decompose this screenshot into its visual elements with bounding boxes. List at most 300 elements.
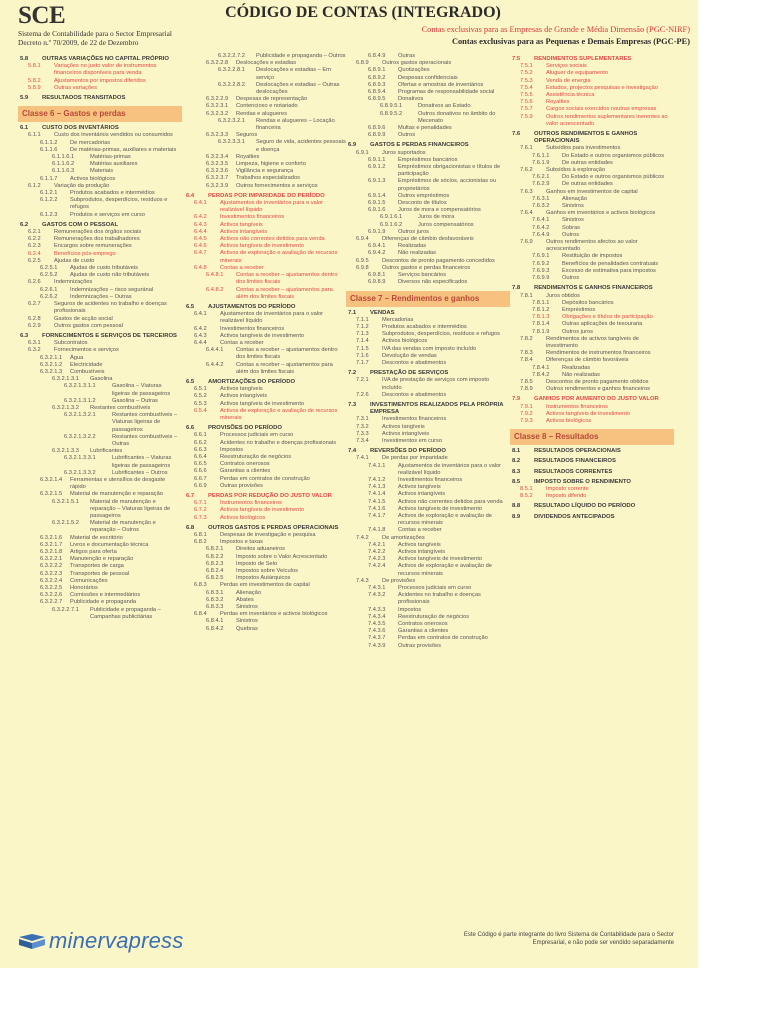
- system-line-2: Decreto n.º 70/2009, de 22 de Dezembro: [18, 38, 139, 47]
- account-entry: [186, 468, 348, 475]
- account-code: 6.3.2.1.3.3.2: [64, 469, 96, 476]
- account-entry: [186, 272, 348, 286]
- account-code: 6.3.2.2.8.2: [218, 81, 245, 88]
- account-code: 6.3.2.2.5: [40, 585, 63, 592]
- account-name: Outros: [398, 132, 416, 139]
- account-entry: [186, 347, 348, 361]
- account-entry: [512, 114, 674, 128]
- account-entry: [186, 265, 348, 272]
- account-code: 7.6.3.1: [532, 195, 550, 202]
- account-entry: [348, 463, 510, 477]
- account-entry: [512, 181, 674, 188]
- account-entry: [20, 520, 182, 534]
- account-entry: [186, 229, 348, 236]
- account-group: [186, 379, 348, 386]
- account-name: Livros e documentação técnica: [70, 541, 149, 548]
- account-name: Investimentos financeiros: [398, 476, 463, 483]
- account-name: De matérias-primas, auxiliares e materiais: [70, 146, 177, 153]
- account-code: 6.9.1.6: [368, 207, 386, 214]
- account-name: AMORTIZAÇÕES DO PERÍODO: [208, 378, 296, 385]
- account-code: 6.8.2.5: [206, 575, 224, 582]
- account-code: 6.6: [186, 425, 195, 432]
- account-code: 6.7.3: [194, 514, 207, 521]
- account-code: 6.6.3: [194, 446, 207, 453]
- account-name: Programas de responsabilidade social: [398, 89, 495, 96]
- account-entry: [348, 556, 510, 563]
- account-code: 6.3.2.3.2.1: [218, 117, 245, 124]
- account-code: 7.4.1.1: [368, 462, 386, 469]
- account-entry: [20, 140, 182, 147]
- account-name: Quebras: [236, 625, 258, 632]
- account-entry: [348, 549, 510, 556]
- column-2: [186, 53, 348, 633]
- account-code: 6.4.3: [194, 221, 207, 228]
- account-entry: [348, 416, 510, 423]
- account-code: 7.3.3: [356, 430, 369, 437]
- account-name: Activos de exploração e avaliação de recursos minerais: [220, 407, 338, 421]
- account-code: 6.8.9.5: [368, 96, 386, 103]
- footer-note: [404, 932, 674, 947]
- account-entry: [348, 513, 510, 527]
- account-name: Restantes combustíveis – Viaturas ligeiras de passageiros: [112, 412, 178, 433]
- account-entry: [512, 153, 674, 160]
- account-code: 6.8.4: [194, 611, 207, 618]
- account-name: Seguros de acidentes no trabalho e doenças profissionais: [54, 301, 167, 315]
- account-code: 6.1: [20, 125, 29, 132]
- account-entry: [348, 222, 510, 229]
- account-name: Benefícios de penalidades contratuais: [562, 260, 659, 267]
- account-code: 6.3.2.3.9: [206, 182, 229, 189]
- account-name: De amortizações: [382, 534, 425, 541]
- account-code: 6.3.2.2.1: [40, 556, 63, 563]
- account-name: Outros: [562, 231, 580, 238]
- account-name: Lubrificantes: [90, 448, 123, 455]
- account-name: Activos biológicos: [220, 514, 266, 521]
- account-code: 6.4.8: [194, 264, 207, 271]
- account-name: Manutenção e reparação: [70, 556, 134, 563]
- account-entry: [348, 424, 510, 431]
- account-entry: [186, 118, 348, 132]
- account-code: 6.3.2.1.5.2: [52, 520, 79, 527]
- account-entry: [348, 67, 510, 74]
- account-name: Outros gastos com pessoal: [54, 322, 123, 329]
- account-name: Ajudas de custo tributáveis: [70, 265, 138, 272]
- account-name: Obrigações e títulos de participação: [562, 314, 653, 321]
- account-entry: [20, 132, 182, 139]
- account-name: Ajustamentos de inventários para o valor realizável líquido: [220, 200, 324, 214]
- account-name: Activos tangíveis: [382, 423, 425, 430]
- account-code: 7.4.3.9: [368, 642, 386, 649]
- account-code: 6.2.6.1: [40, 286, 58, 293]
- account-name: Instrumentos financeiros: [546, 403, 608, 410]
- account-code: 6.8.9.3: [368, 81, 386, 88]
- account-name: Restantes combustíveis – Outras: [112, 433, 178, 447]
- account-name: Do Estado e outros organismos públicos: [562, 174, 665, 181]
- account-entry: [20, 362, 182, 369]
- account-entry: [348, 164, 510, 178]
- account-entry: [20, 229, 182, 236]
- account-entry: [186, 168, 348, 175]
- column-4: [512, 53, 674, 521]
- account-code: 7.6.4.1: [532, 217, 550, 224]
- account-name: Transportes de carga: [70, 563, 124, 570]
- account-group: [512, 448, 674, 455]
- account-code: 6.4.2: [194, 214, 207, 221]
- account-code: 6.8.9.5.1: [380, 103, 403, 110]
- account-name: Contas a receber: [220, 264, 264, 271]
- account-entry: [512, 486, 674, 493]
- account-code: 7.5: [512, 56, 521, 62]
- account-entry: [348, 592, 510, 606]
- account-entry: [348, 614, 510, 621]
- account-code: 6.6.1: [194, 432, 207, 439]
- account-entry: [20, 287, 182, 294]
- account-code: 6.3.2.1.7: [40, 541, 63, 548]
- account-entry: [348, 392, 510, 399]
- account-name: IVA de prestação de serviços com imposto incluído: [382, 377, 490, 391]
- account-code: 7.4.1.4: [368, 491, 386, 498]
- system-line-1: Sistema de Contabilidade para o Sector Empresarial: [18, 29, 172, 38]
- account-entry: [512, 189, 674, 196]
- account-entry: [512, 210, 674, 217]
- account-entry: [20, 197, 182, 211]
- account-code: 6.3.2.1.3.1: [52, 376, 79, 383]
- account-name: Materiais: [90, 168, 114, 175]
- account-name: Activos tangíveis: [398, 484, 441, 491]
- account-code: 6.3.2.1.8: [40, 549, 63, 555]
- account-name: Contas a receber: [220, 339, 264, 346]
- account-name: Garantias a clientes: [220, 468, 271, 475]
- account-code: 7.2.6: [356, 391, 369, 398]
- account-entry: [348, 250, 510, 257]
- account-name: Activos intangíveis: [382, 430, 430, 437]
- account-name: Perdas em contratos de construção: [398, 635, 488, 642]
- account-name: Fornecimentos e serviços: [54, 347, 119, 354]
- account-code: 6.4.8.2: [206, 286, 224, 293]
- account-code: 7.8.4: [520, 357, 533, 364]
- account-name: Contas a receber – ajustamentos para além dos limites fiscais: [236, 361, 333, 375]
- account-entry: [512, 300, 674, 307]
- account-entry: [348, 236, 510, 243]
- account-entry: [186, 67, 348, 81]
- account-code: 6.4.4.1: [206, 347, 224, 354]
- account-entry: [20, 455, 182, 469]
- account-code: 6.9.8.1: [368, 272, 386, 279]
- account-name: Indemnizações – risco seguránal: [70, 286, 154, 293]
- account-entry: [512, 404, 674, 411]
- account-code: 6.3.2.1.3.2.2: [64, 433, 96, 440]
- class-header: Classe 7 – Rendimentos e ganhos: [346, 291, 510, 307]
- account-name: Assistência técnica: [546, 92, 595, 99]
- account-code: 6.3.2.1.5.1: [52, 498, 79, 505]
- account-name: De provisões: [382, 577, 416, 584]
- account-code: 6.3.2.3.4: [206, 153, 229, 160]
- account-code: 6.5.3: [194, 400, 207, 407]
- account-name: Activos tangíveis: [220, 386, 263, 393]
- account-entry: [20, 448, 182, 455]
- account-code: 7.4: [348, 448, 357, 455]
- account-code: 7.8: [512, 285, 521, 292]
- account-name: Depósitos bancários: [562, 299, 614, 306]
- account-entry: [348, 360, 510, 367]
- account-entry: [186, 582, 348, 589]
- account-name: Devolução de vendas: [382, 352, 437, 359]
- account-code: 7.1.5: [356, 345, 369, 352]
- account-code: 6.5: [186, 378, 195, 385]
- account-name: Descontos de pronto pagamento concedidos: [382, 257, 495, 264]
- account-name: Matérias auxiliares: [90, 161, 138, 168]
- account-entry: [512, 106, 674, 113]
- account-code: 5.8: [20, 56, 29, 62]
- account-entry: [348, 585, 510, 592]
- account-code: 7.6.2: [520, 167, 533, 174]
- account-name: Matérias-primas: [90, 154, 131, 161]
- footer: [0, 920, 698, 968]
- account-entry: [186, 222, 348, 229]
- account-entry: [186, 287, 348, 301]
- account-code: 6.3.2.2.7.1: [52, 606, 79, 613]
- account-code: 6.4.7: [194, 250, 207, 257]
- brand-title: SCE: [18, 2, 66, 29]
- account-code: 7.8.1: [520, 292, 533, 299]
- account-code: 6.8.9.1: [368, 67, 386, 74]
- account-entry: [20, 176, 182, 183]
- account-entry: [20, 316, 182, 323]
- account-entry: [512, 99, 674, 106]
- account-code: 6.8.1: [194, 532, 207, 538]
- account-name: Imposto corrente: [546, 485, 589, 492]
- account-entry: [348, 243, 510, 250]
- account-name: Impostos e taxas: [220, 539, 263, 546]
- account-entry: [20, 85, 182, 92]
- account-entry: [186, 447, 348, 454]
- account-name: Contas a receber – ajustamentos dentro dos limites fiscais: [236, 272, 338, 286]
- account-code: 6.9.5: [356, 257, 369, 264]
- account-code: 6.3.2.2.7.2: [218, 53, 245, 59]
- account-entry: [512, 160, 674, 167]
- account-entry: [186, 311, 348, 325]
- account-code: 7.4.1.6: [368, 505, 386, 512]
- account-code: 7.8.4.2: [532, 371, 550, 378]
- account-name: Aluguer de equipamento: [546, 70, 608, 77]
- account-code: 7.8.2: [520, 335, 533, 342]
- account-code: 6.3.2.1.3.1.2: [64, 397, 96, 404]
- account-name: Investimentos em curso: [382, 437, 443, 444]
- class-header: Classe 8 – Resultados: [510, 429, 674, 445]
- account-name: DIVIDENDOS ANTECIPADOS: [534, 513, 615, 520]
- account-name: Outros gastos e perdas financeiros: [382, 264, 471, 271]
- account-entry: [20, 168, 182, 175]
- account-code: 6.5.1: [194, 386, 207, 393]
- account-name: Material de manutenção e reparação – Outros: [90, 520, 156, 534]
- account-name: Material de escritório: [70, 534, 123, 541]
- account-code: 7.5.5: [520, 92, 533, 99]
- account-name: RESULTADOS CORRENTES: [534, 468, 613, 475]
- account-code: 6.8.3.2: [206, 596, 224, 603]
- account-entry: [20, 470, 182, 477]
- account-code: 6.8: [186, 524, 195, 531]
- account-code: 7.2: [348, 370, 357, 377]
- column-1: [20, 53, 182, 621]
- account-code: 6.3.2.3.2: [206, 110, 229, 117]
- account-code: 6.6.6: [194, 468, 207, 475]
- account-code: 8.8: [512, 503, 521, 510]
- account-code: 6.4.3: [194, 332, 207, 339]
- account-name: Limpeza, higiene e conforto: [236, 161, 306, 168]
- account-entry: [186, 386, 348, 393]
- account-code: 6.1.1.2: [40, 139, 58, 146]
- account-code: 6.2.2: [28, 236, 41, 243]
- account-name: De mercadorias: [70, 139, 111, 146]
- legend-large-companies: Contas exclusivas para as Empresas de Grande e Média Dimensão (PGC-NIRF): [421, 25, 690, 34]
- account-entry: [20, 78, 182, 85]
- account-entry: [186, 53, 348, 60]
- account-code: 6.2.5.1: [40, 265, 58, 272]
- account-code: 7.4.3.2: [368, 592, 386, 599]
- account-code: 6.2.9: [28, 322, 41, 329]
- account-entry: [20, 549, 182, 556]
- account-name: Outras provisões: [398, 642, 441, 649]
- account-code: 6.2.7: [28, 301, 41, 308]
- account-entry: [512, 167, 674, 174]
- account-entry: [186, 250, 348, 264]
- account-name: Acidentes no trabalho e doenças profissionais: [398, 592, 481, 606]
- account-group: [512, 469, 674, 476]
- account-name: Royalties: [236, 153, 260, 160]
- account-code: 7.9: [512, 396, 521, 403]
- account-entry: [20, 599, 182, 606]
- account-name: FORNECIMENTOS E SERVIÇOS DE TERCEIROS: [42, 332, 177, 339]
- account-entry: [20, 212, 182, 219]
- account-entry: [20, 236, 182, 243]
- account-code: 7.1.7: [356, 359, 369, 366]
- account-entry: [512, 411, 674, 418]
- account-entry: [186, 393, 348, 400]
- account-code: 6.2: [20, 221, 29, 228]
- account-name: RENDIMENTOS SUPLEMENTARES: [534, 56, 632, 62]
- account-code: 7.4.2: [356, 534, 369, 541]
- account-code: 7.4.3.7: [368, 635, 386, 642]
- account-code: 6.3.2.2.6: [40, 592, 63, 599]
- account-name: Subcontratos: [54, 340, 88, 347]
- account-code: 6.8.2.2: [206, 553, 224, 560]
- account-name: Ajustamentos por impostos diferidos: [54, 77, 146, 84]
- account-name: Material de manutenção e reparação – Viaturas ligeiras de passageiros: [90, 498, 171, 519]
- account-code: 7.9.3: [520, 417, 533, 424]
- account-name: Comunicações: [70, 577, 108, 584]
- account-name: Serviços sociais: [546, 63, 587, 70]
- account-code: 6.8.3.1: [206, 589, 224, 596]
- account-entry: [512, 365, 674, 372]
- account-entry: [512, 379, 674, 386]
- account-entry: [348, 484, 510, 491]
- account-code: 6.7.2: [194, 507, 207, 514]
- account-entry: [348, 578, 510, 585]
- account-name: Imposto sobre o Valor Acrescentado: [236, 553, 328, 560]
- account-entry: [186, 461, 348, 468]
- account-code: 6.9.8.9: [368, 279, 386, 286]
- account-group: [186, 304, 348, 311]
- account-entry: [348, 150, 510, 157]
- account-entry: [348, 60, 510, 67]
- account-entry: [512, 268, 674, 275]
- account-code: 7.4.3.3: [368, 606, 386, 613]
- account-code: 7.6.1: [520, 145, 533, 152]
- account-entry: [186, 568, 348, 575]
- account-code: 5.8.2: [28, 77, 41, 84]
- account-code: 6.8.2.4: [206, 568, 224, 575]
- account-code: 6.3.2.3.3: [206, 132, 229, 139]
- account-entry: [186, 154, 348, 161]
- account-entry: [20, 412, 182, 434]
- account-entry: [348, 607, 510, 614]
- account-entry: [348, 125, 510, 132]
- account-name: Subprodutos, desperdícios, resíduos e refugos: [382, 331, 500, 338]
- account-entry: [20, 556, 182, 563]
- account-group: [512, 514, 674, 521]
- account-code: 6.1.2.1: [40, 190, 58, 197]
- account-entry: [348, 265, 510, 272]
- account-code: 6.1.2.2: [40, 197, 58, 204]
- account-name: Produtos e serviços em curso: [70, 211, 145, 218]
- account-name: RESULTADOS TRANSITADOS: [42, 95, 126, 102]
- account-name: Despesas confidenciais: [398, 74, 458, 81]
- account-code: 6.9.4.1: [368, 243, 386, 250]
- account-name: Multas e penalidades: [398, 125, 452, 132]
- account-name: Activos tangíveis de investimento: [398, 505, 483, 512]
- account-name: Ferramentas e utensílios de desgaste rápido: [70, 476, 166, 491]
- account-name: Imposto de Selo: [236, 560, 278, 567]
- account-code: 7.8.3: [520, 350, 533, 357]
- account-code: 6.8.2: [194, 539, 207, 546]
- account-entry: [186, 432, 348, 439]
- account-code: 6.6.9: [194, 482, 207, 489]
- account-code: 7.6.3: [520, 188, 533, 195]
- account-code: 6.6.7: [194, 475, 207, 482]
- account-name: Gastos de acção social: [54, 315, 113, 322]
- account-code: 6.3.2.3.7: [206, 175, 229, 182]
- account-name: Serviços bancários: [398, 272, 447, 279]
- account-code: 8.5.2: [520, 493, 533, 500]
- account-entry: [348, 193, 510, 200]
- account-code: 7.1.4: [356, 338, 369, 345]
- account-name: Activos biológicos: [546, 417, 592, 424]
- account-code: 7.6.9.3: [532, 267, 550, 274]
- account-group: [512, 285, 674, 292]
- account-code: 7.3: [348, 401, 357, 408]
- account-code: 6.3.2.2.8.1: [218, 67, 245, 74]
- account-group: [20, 56, 182, 63]
- account-code: 7.4.2.1: [368, 541, 386, 548]
- account-code: 6.1.1.6.3: [52, 168, 75, 175]
- account-name: Descontos e abatimentos: [382, 359, 447, 366]
- account-name: Vigilância e segurança: [236, 168, 294, 175]
- account-name: Electricidade: [70, 361, 103, 368]
- account-entry: [186, 183, 348, 190]
- account-entry: [186, 507, 348, 514]
- account-group: [348, 448, 510, 455]
- account-name: Diferenças de câmbio desfavoráveis: [382, 236, 474, 243]
- account-entry: [512, 70, 674, 77]
- account-name: Remunerações dos órgãos sociais: [54, 229, 142, 236]
- account-code: 7.6.1.1: [532, 152, 550, 159]
- account-code: 6.1.1.6.2: [52, 161, 75, 168]
- account-code: 6.8.2.1: [206, 546, 224, 553]
- header: [18, 3, 690, 53]
- footer-note-line-1: Este Código é parte integrante do livro Sistema de Contabilidade para o Sector: [463, 932, 674, 938]
- account-entry: [20, 376, 182, 383]
- account-group: [348, 142, 510, 149]
